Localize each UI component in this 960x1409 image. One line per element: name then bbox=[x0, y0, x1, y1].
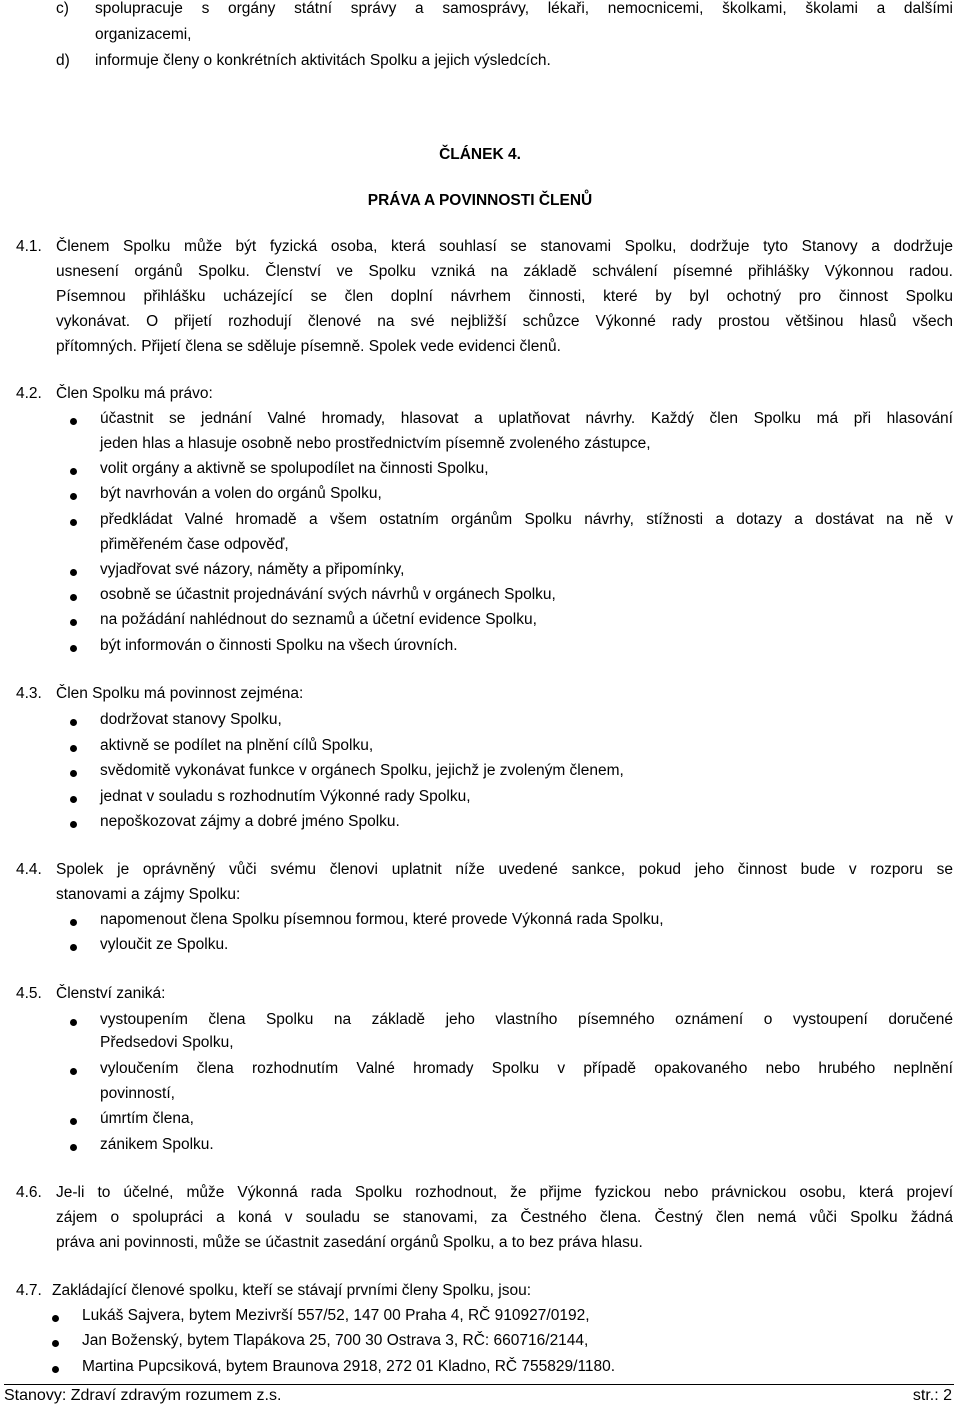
bullet-icon bbox=[70, 519, 77, 526]
founder-item-2: Jan Boženský, bytem Tlapákova 25, 700 30 Ostrava 3, RČ: 660716/2144, bbox=[82, 1332, 589, 1349]
bullet-icon bbox=[70, 1118, 77, 1125]
list-item-c-line1: spolupracuje s orgány státní správy a samosprávy, lékaři, nemocnicemi, školkami, školami a dalšími bbox=[95, 0, 953, 17]
section-4-4-line2: stanovami a zájmy Spolku: bbox=[56, 886, 241, 903]
founder-item-1: Lukáš Sajvera, bytem Mezivrší 557/52, 147 00 Praha 4, RČ 910927/0192, bbox=[82, 1307, 590, 1324]
section-number-4-7: 4.7. bbox=[16, 1282, 42, 1299]
bullet-icon bbox=[70, 418, 77, 425]
section-4-6-line3: práva ani povinnosti, může se účastnit zasedání orgánů Spolku, a to bez práva hlasu. bbox=[56, 1234, 643, 1251]
list-item-4-2-3: být navrhován a volen do orgánů Spolku, bbox=[100, 485, 382, 502]
list-item-4-2-6: osobně se účastnit projednávání svých návrhů v orgánech Spolku, bbox=[100, 586, 556, 603]
section-4-1-line5: přítomných. Přijetí člena se sděluje písemně. Spolek vede evidenci členů. bbox=[56, 338, 561, 355]
section-4-1-line1: Členem Spolku může být fyzická osoba, která souhlasí se stanovami Spolku, dodržuje tyto Stanovy a dodržuje bbox=[56, 238, 953, 255]
bullet-icon bbox=[70, 569, 77, 576]
section-number-4-1: 4.1. bbox=[16, 238, 42, 255]
list-item-4-2-7: na požádání nahlédnout do seznamů a účetní evidence Spolku, bbox=[100, 611, 537, 628]
section-4-5-heading: Členství zaniká: bbox=[56, 985, 166, 1002]
article-number: ČLÁNEK 4. bbox=[439, 146, 521, 163]
list-item-4-4-1: napomenout člena Spolku písemnou formou, které provede Výkonná rada Spolku, bbox=[100, 911, 664, 928]
list-item-d-line1: informuje členy o konkrétních aktivitách Spolku a jejich výsledcích. bbox=[95, 52, 551, 69]
page-number: str.: 2 bbox=[912, 1387, 952, 1404]
bullet-icon bbox=[70, 1068, 77, 1075]
section-4-2-heading: Člen Spolku má právo: bbox=[56, 385, 213, 402]
bullet-icon bbox=[70, 821, 77, 828]
section-number-4-3: 4.3. bbox=[16, 685, 42, 702]
bullet-icon bbox=[70, 919, 77, 926]
bullet-icon bbox=[70, 770, 77, 777]
list-item-4-3-4: jednat v souladu s rozhodnutím Výkonné rady Spolku, bbox=[100, 788, 471, 805]
list-item-4-3-5: nepoškozovat zájmy a dobré jméno Spolku. bbox=[100, 813, 400, 830]
list-item-4-5-1: vystoupením člena Spolku na základě jeho vlastního písemného oznámení o vystoupení doručené bbox=[100, 1011, 953, 1028]
list-item-4-5-2-cont: povinností, bbox=[100, 1085, 175, 1102]
bullet-icon bbox=[70, 1019, 77, 1026]
section-4-1-line2: usnesení orgánů Spolku. Členství ve Spolku vzniká na základě schválení písemné přihlášky Výkonnou radou. bbox=[56, 263, 953, 280]
section-4-1-line4: vykonávat. O přijetí rozhodují členové na své nejbližší schůzce Výkonné rady prostou většinou hlasů všech bbox=[56, 313, 953, 330]
list-item-4-2-4: předkládat Valné hromadě a všem ostatním orgánům Spolku návrhy, stížnosti a dotazy a dostávat na ně v bbox=[100, 511, 953, 528]
bullet-icon bbox=[52, 1340, 59, 1347]
footer-rule bbox=[4, 1384, 954, 1385]
bullet-icon bbox=[70, 619, 77, 626]
list-item-4-2-5: vyjadřovat své názory, náměty a připomínky, bbox=[100, 561, 405, 578]
list-item-4-3-1: dodržovat stanovy Spolku, bbox=[100, 711, 282, 728]
bullet-icon bbox=[52, 1366, 59, 1373]
footer-document-title: Stanovy: Zdraví zdravým rozumem z.s. bbox=[4, 1387, 282, 1404]
list-item-4-2-8: být informován o činnosti Spolku na všech úrovních. bbox=[100, 637, 458, 654]
bullet-icon bbox=[70, 1144, 77, 1151]
list-item-4-5-1-cont: Předsedovi Spolku, bbox=[100, 1034, 234, 1051]
list-label-c: c) bbox=[56, 0, 69, 17]
section-number-4-6: 4.6. bbox=[16, 1184, 42, 1201]
list-item-4-2-2: volit orgány a aktivně se spolupodílet na činnosti Spolku, bbox=[100, 460, 489, 477]
section-4-7-heading: Zakládající členové spolku, kteří se stávají prvními členy Spolku, jsou: bbox=[52, 1282, 531, 1299]
bullet-icon bbox=[52, 1315, 59, 1322]
bullet-icon bbox=[70, 944, 77, 951]
list-item-4-3-3: svědomitě vykonávat funkce v orgánech Spolku, jejichž je zvoleným členem, bbox=[100, 762, 624, 779]
section-number-4-2: 4.2. bbox=[16, 385, 42, 402]
founder-item-3: Martina Pupcsiková, bytem Braunova 2918, 272 01 Kladno, RČ 755829/1180. bbox=[82, 1358, 616, 1375]
list-item-4-2-1: účastnit se jednání Valné hromady, hlasovat a uplatňovat návrhy. Každý člen Spolku má při hlasování bbox=[100, 410, 953, 427]
section-4-1-line3: Písemnou přihlášku ucházející se člen doplní návrhem činnosti, které by byl ochotný pro činnost Spolku bbox=[56, 288, 953, 305]
list-item-4-2-4-cont: přiměřeném čase odpověď, bbox=[100, 536, 289, 553]
list-item-4-3-2: aktivně se podílet na plnění cílů Spolku, bbox=[100, 737, 374, 754]
section-4-3-heading: Člen Spolku má povinnost zejména: bbox=[56, 685, 304, 702]
list-item-4-2-1-cont: jeden hlas a hlasuje osobně nebo prostřednictvím písemně zvoleného zástupce, bbox=[100, 435, 651, 452]
list-item-4-4-2: vyloučit ze Spolku. bbox=[100, 936, 229, 953]
section-4-6-line2: zájem o spolupráci a koná v souladu se stanovami, za Čestného člena. Čestný člen nemá vůči Spolku žádná bbox=[56, 1209, 953, 1226]
section-4-6-line1: Je-li to účelné, může Výkonná rada Spolku rozhodnout, že přijme fyzickou nebo právnickou osobu, která projeví bbox=[56, 1184, 953, 1201]
bullet-icon bbox=[70, 468, 77, 475]
list-item-c-line2: organizacemi, bbox=[95, 26, 192, 43]
section-number-4-4: 4.4. bbox=[16, 861, 42, 878]
bullet-icon bbox=[70, 594, 77, 601]
bullet-icon bbox=[70, 493, 77, 500]
list-item-4-5-3: úmrtím člena, bbox=[100, 1110, 194, 1127]
list-label-d: d) bbox=[56, 52, 70, 69]
bullet-icon bbox=[70, 796, 77, 803]
bullet-icon bbox=[70, 745, 77, 752]
section-number-4-5: 4.5. bbox=[16, 985, 42, 1002]
list-item-4-5-2: vyloučením člena rozhodnutím Valné hromady Spolku v případě opakovaného nebo hrubého neplnění bbox=[100, 1060, 953, 1077]
bullet-icon bbox=[70, 645, 77, 652]
bullet-icon bbox=[70, 719, 77, 726]
list-item-4-5-4: zánikem Spolku. bbox=[100, 1136, 214, 1153]
article-title: PRÁVA A POVINNOSTI ČLENŮ bbox=[367, 192, 593, 209]
section-4-4-line1: Spolek je oprávněný vůči svému členovi uplatnit níže uvedené sankce, pokud jeho činnost bude v rozporu se bbox=[56, 861, 953, 878]
